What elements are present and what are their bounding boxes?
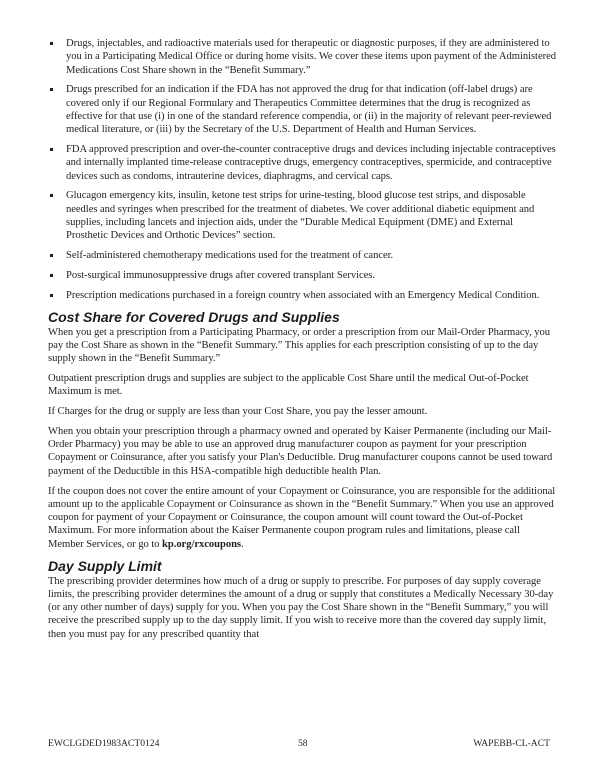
- list-item: [48, 269, 556, 282]
- coupon-paragraph: [48, 485, 556, 551]
- cost-share-paragraph: When you obtain your prescription through a pharmacy owned and operated by Kaiser Permanente (including our Mail-Order Pharmacy) you may be able to use an approved drug manufacturer coupon as payment for your prescription Copayment or Coinsurance, after you satisfy your Plan's Deductible. Drug manufacturer coupons cannot be used toward payment of the Deductible in this HSA-compatible high deductible health Plan.: [48, 425, 553, 477]
- bullet-icon: [50, 148, 53, 151]
- list-item: [48, 289, 556, 302]
- bullet-icon: [50, 194, 53, 197]
- page-number: 58: [298, 738, 308, 749]
- list-item-text: Drugs, injectables, and radioactive materials used for therapeutic or diagnostic purposes, if they are administered to you in a Participating Medical Office or during home visits. We cover these items upon payment of the Administered Medications Cost Share shown in the “Benefit Summary.”: [66, 38, 556, 76]
- list-item: [48, 189, 556, 242]
- list-item-text: Self-administered chemotherapy medications used for the treatment of cancer.: [66, 250, 394, 262]
- bullet-icon: [50, 294, 53, 297]
- list-item-text: FDA approved prescription and over-the-counter contraceptive drugs and devices including injectable contraceptives and internally implanted time-release contraceptive drugs, emergency contraceptives, spermicide, and contraceptive devices such as condoms, intrauterine devices, diaphragms, and cervical caps.: [66, 144, 556, 182]
- cost-share-heading: Cost Share for Covered Drugs and Supplies: [48, 308, 340, 325]
- list-item-text: Drugs prescribed for an indication if the FDA has not approved the drug for that indication (off-label drugs) are covered only if our Regional Formulary and Therapeutics Committee determines that the drug is recognized as effective for that use (i) in one of the standard reference compendia, or (ii) in the majority of relevant peer-reviewed medical literature, or (iii) by the Secretary of the U.S. Department of Health and Human Services.: [66, 84, 552, 136]
- list-item-text: Prescription medications purchased in a foreign country when associated with an Emergency Medical Condition.: [66, 289, 540, 301]
- list-item: [48, 249, 556, 262]
- list-item: [48, 37, 556, 77]
- list-item: [48, 83, 556, 136]
- cost-share-paragraph: If Charges for the drug or supply are less than your Cost Share, you pay the lesser amount.: [48, 406, 428, 418]
- list-item-text: Post-surgical immunosuppressive drugs after covered transplant Services.: [66, 269, 375, 281]
- cost-share-paragraph: When you get a prescription from a Participating Pharmacy, or order a prescription from our Mail-Order Pharmacy, you pay the Cost Share as shown in the “Benefit Summary.” This applies for each prescription consisting of up to the day supply shown in the “Benefit Summary.”: [48, 326, 551, 365]
- day-supply-heading: Day Supply Limit: [48, 557, 162, 574]
- rxcoupons-link[interactable]: kp.org/rxcoupons: [162, 538, 241, 550]
- day-supply-paragraph: The prescribing provider determines how much of a drug or supply to prescribe. For purposes of day supply coverage limits, the prescribing provider determines the amount of a drug or supply that constitutes a Medically Necessary 30-day (or any other number of days) supply for you. When you pay the Cost Share shown in the “Benefit Summary,” you will receive the prescribed supply up to the day supply limit. If you wish to receive more than the covered day supply limit, then you must pay for any prescribed quantity that: [48, 575, 554, 640]
- bullet-icon: [50, 254, 53, 257]
- coupon-paragraph-end: .: [241, 538, 244, 550]
- page-content: [48, 37, 556, 647]
- covered-drugs-list: [48, 37, 556, 302]
- list-item: [48, 143, 556, 183]
- bullet-icon: [50, 88, 53, 91]
- bullet-icon: [50, 42, 53, 45]
- cost-share-paragraph: Outpatient prescription drugs and supplies are subject to the applicable Cost Share until the medical Out-of-Pocket Maximum is met.: [48, 372, 529, 398]
- bullet-icon: [50, 274, 53, 277]
- plan-code: WAPEBB-CL-ACT: [473, 738, 550, 749]
- coupon-paragraph-text: If the coupon does not cover the entire amount of your Copayment or Coinsurance, you are responsible for the additional amount up to the applicable Copayment or Coinsurance as shown in the “Benefit Summary.” When you use an approved coupon for payment of your Copayment or Coinsurance, the coupon amount will count toward the Out-of-Pocket Maximum. For more information about the Kaiser Permanente coupon program rules and limitations, please call Member Services, or go to: [48, 485, 556, 550]
- list-item-text: Glucagon emergency kits, insulin, ketone test strips for urine-testing, blood glucose test strips, and disposable needles and syringes when prescribed for the treatment of diabetes. We cover additional diabetic equipment and supplies, including lancets and injection aids, under the “Durable Medical Equipment (DME) and External Prosthetic Devices and Orthotic Devices” section.: [66, 190, 535, 242]
- page-footer: [48, 737, 550, 751]
- document-code: EWCLGDED1983ACT0124: [48, 738, 160, 749]
